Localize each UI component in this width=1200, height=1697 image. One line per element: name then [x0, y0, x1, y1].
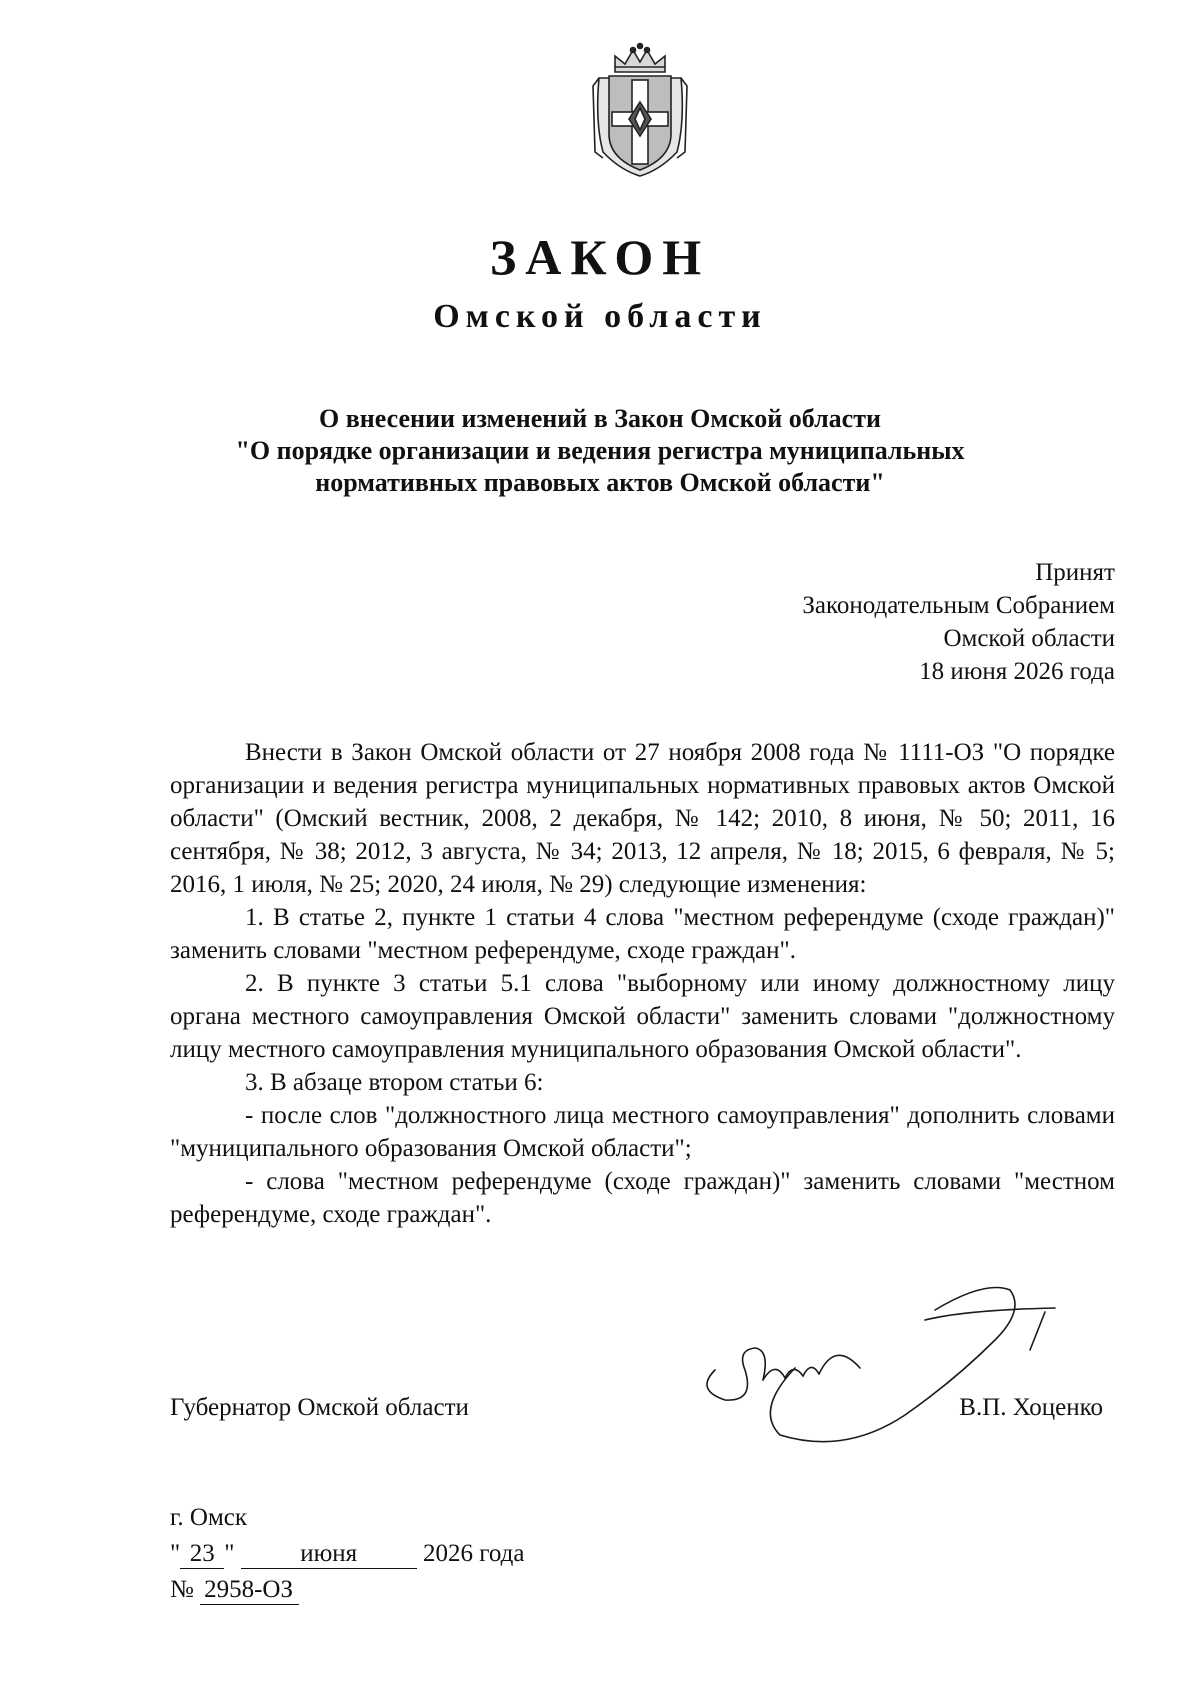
- adoption-block: [802, 556, 1115, 688]
- place-date-block: [170, 1500, 670, 1608]
- law-number: [170, 1572, 670, 1608]
- heading-line: "О порядке организации и ведения регистра муниципальных: [235, 436, 965, 465]
- body-paragraph: - после слов "должностного лица местного самоуправления" дополнить словами "муниципального образования Омской области";: [170, 1102, 1115, 1162]
- number-value: 2958-ОЗ: [200, 1576, 299, 1605]
- number-sign: №: [170, 1576, 194, 1603]
- law-body: [170, 736, 1115, 1231]
- date-quote-open: ": [170, 1540, 181, 1567]
- signatory-name: В.П. Хоценко: [959, 1394, 1103, 1421]
- date-month: июня: [241, 1540, 417, 1569]
- body-paragraph: - слова "местном референдуме (сходе граждан)" заменить словами "местном референдуме, сходе граждан".: [170, 1168, 1115, 1228]
- body-paragraph: 3. В абзаце втором статьи 6:: [245, 1069, 544, 1096]
- document-title: ЗАКОН: [489, 229, 711, 285]
- date-day: 23: [180, 1540, 224, 1569]
- adoption-date: 18 июня 2026 года: [919, 658, 1115, 685]
- heading-line: О внесении изменений в Закон Омской области: [319, 404, 881, 433]
- body-paragraph: Внести в Закон Омской области от 27 ноября 2008 года № 1111-ОЗ "О порядке организации и ведения регистра муниципальных нормативных правовых актов Омской области" (Омский вестник, 2008, 2 декабря, № 142; 2010, 8 июня, № 50; 2011, 16 сентября, № 38; 2012, 3 августа, № 34; 2013, 12 апреля, № 18; 2015, 6 февраля, № 5; 2016, 1 июля, № 25; 2020, 24 июля, № 29) следующие изменения:: [170, 739, 1115, 898]
- coat-of-arms-icon: [585, 42, 695, 182]
- adoption-line: Законодательным Собранием: [802, 592, 1115, 619]
- adoption-line: Принят: [1035, 559, 1115, 586]
- signatory-title: Губернатор Омской области: [170, 1394, 469, 1421]
- heading-line: нормативных правовых актов Омской области": [315, 468, 885, 497]
- place-name: г. Омск: [170, 1504, 248, 1531]
- signature-icon: [685, 1250, 1085, 1450]
- body-paragraph: 2. В пункте 3 статьи 5.1 слова "выборному или иному должностному лицу органа местного самоуправления Омской области" заменить словами "должностному лицу местного самоуправления муниципального образования Омской области".: [170, 970, 1115, 1063]
- law-heading: [170, 403, 1030, 499]
- date-year: 2026 года: [422, 1540, 525, 1567]
- document-subtitle: Омской области: [433, 298, 767, 335]
- adoption-line: Омской области: [943, 625, 1115, 652]
- body-paragraph: 1. В статье 2, пункте 1 статьи 4 слова "местном референдуме (сходе граждан)" заменить словами "местном референдуме, сходе граждан".: [170, 904, 1115, 964]
- date-quote-close: ": [224, 1540, 235, 1567]
- signing-date: [170, 1536, 670, 1572]
